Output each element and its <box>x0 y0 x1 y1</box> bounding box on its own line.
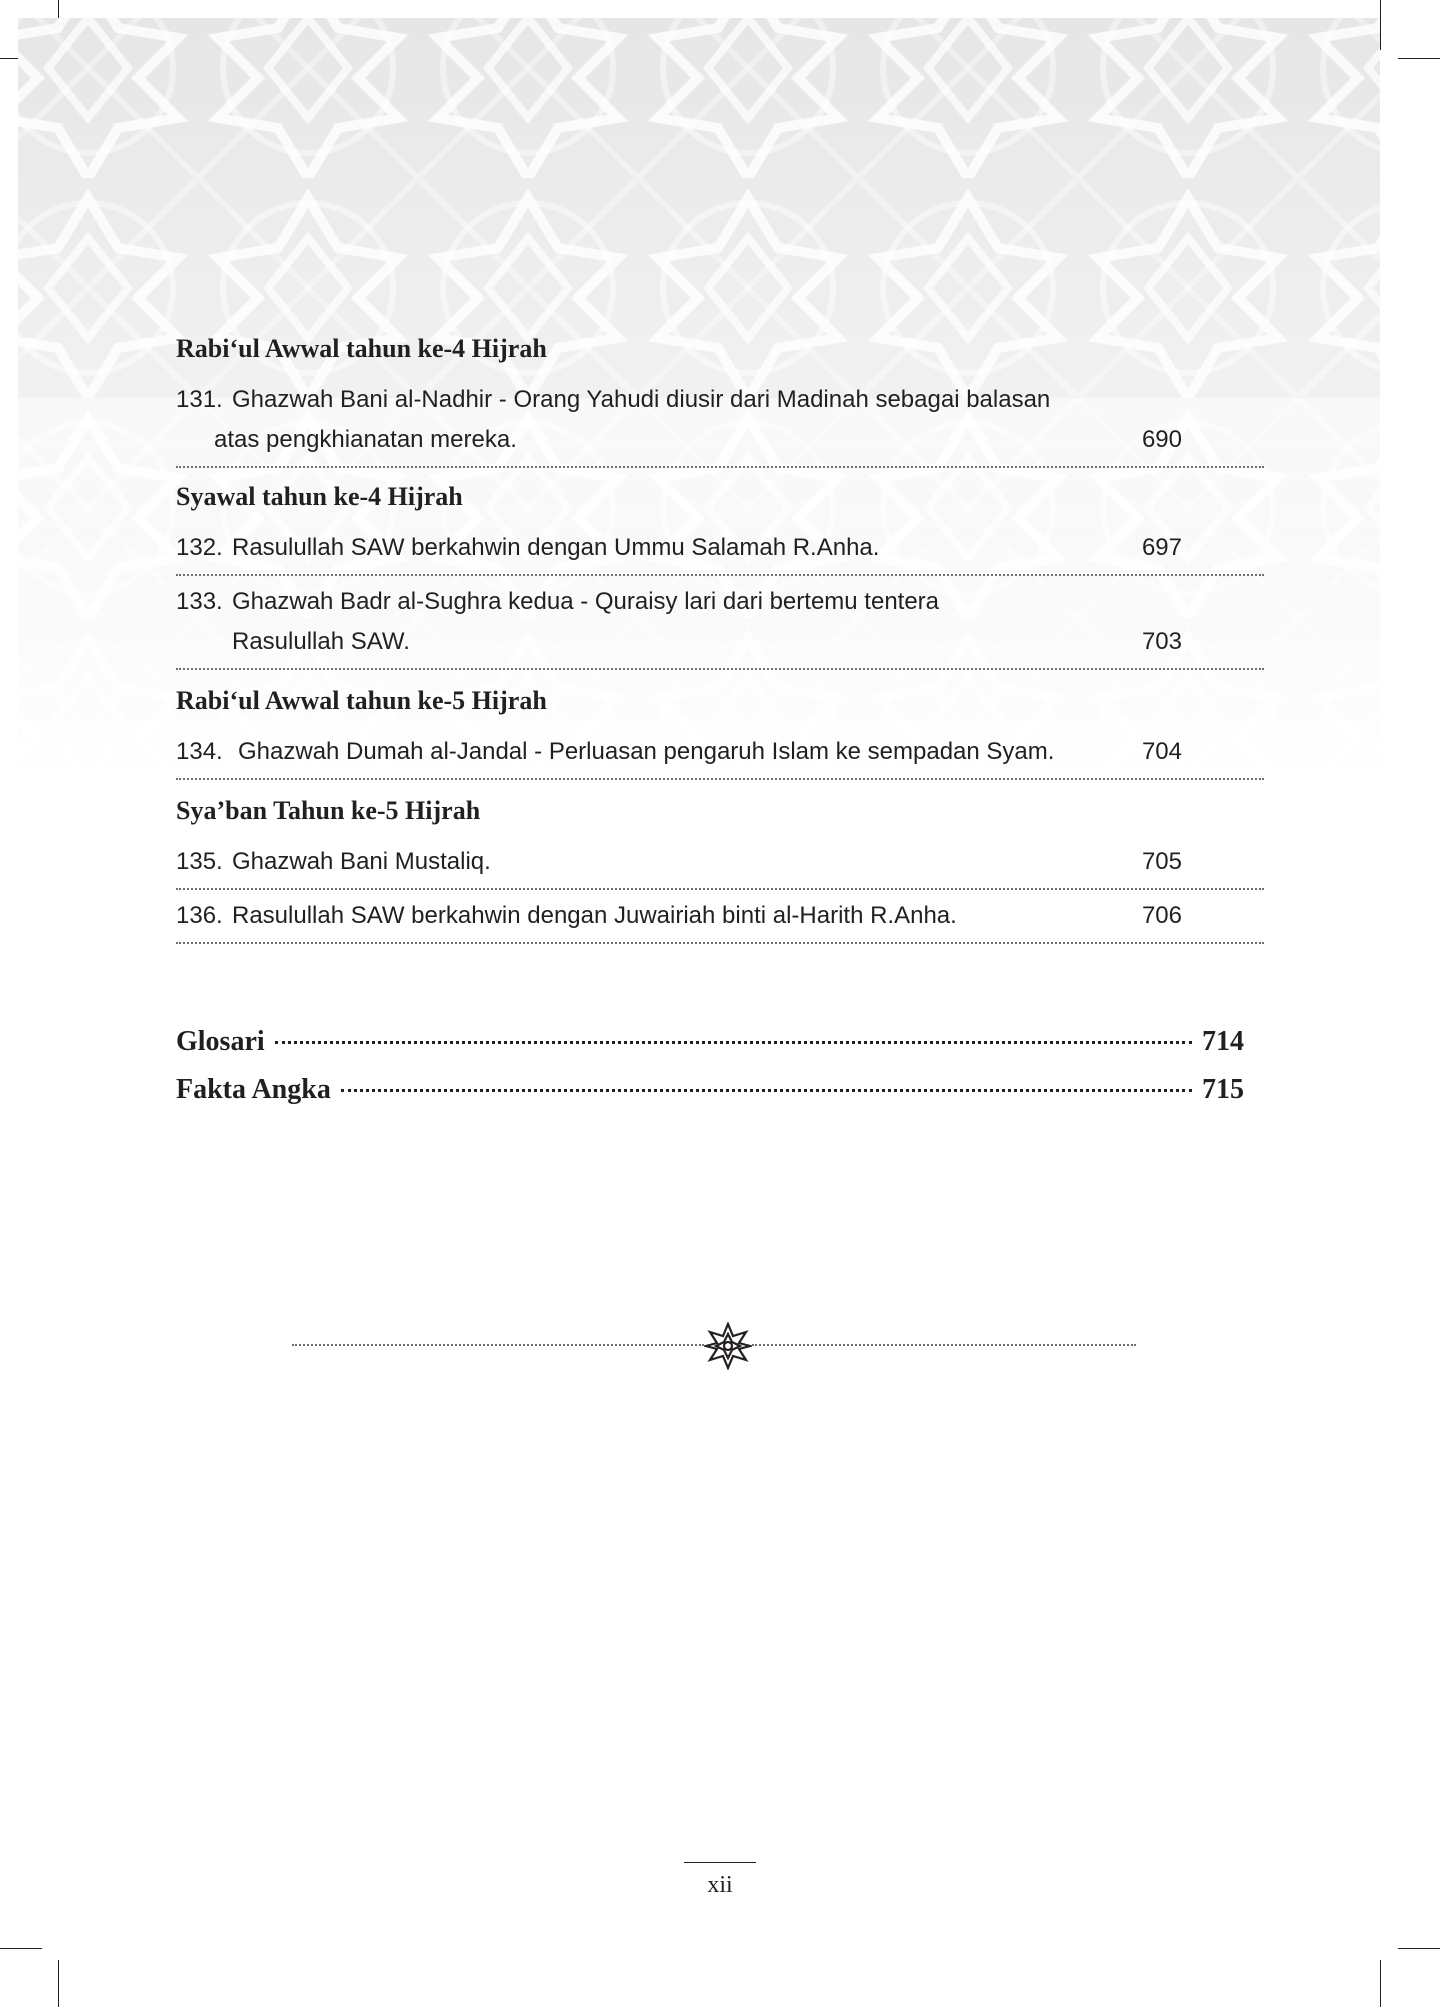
entry-title: Ghazwah Bani Mustaliq. <box>232 848 491 875</box>
dot-leader <box>341 1088 1192 1092</box>
table-of-contents <box>176 330 1264 956</box>
footer-rule <box>684 1862 756 1863</box>
entry-page: 704 <box>1141 738 1182 765</box>
entry-number: 136. <box>176 902 223 929</box>
extra-page: 714 <box>1202 1026 1244 1057</box>
crop-mark <box>1398 1948 1440 1949</box>
toc-section <box>176 478 1264 670</box>
entry-page: 705 <box>1141 848 1182 875</box>
toc-entry[interactable] <box>176 528 1264 576</box>
toc-section <box>176 792 1264 944</box>
entry-title-continued: atas pengkhianatan mereka. <box>214 426 517 453</box>
section-heading: Rabi‘ul Awwal tahun ke-5 Hijrah <box>176 686 547 715</box>
entry-page: 706 <box>1141 902 1182 929</box>
entry-title: Ghazwah Badr al-Sughra kedua - Quraisy lari dari bertemu tentera <box>232 588 940 615</box>
crop-mark <box>1380 1960 1381 2007</box>
entry-page: 697 <box>1141 534 1182 561</box>
crop-mark <box>1380 0 1381 50</box>
toc-extra-fakta-angka[interactable] <box>176 1074 1244 1106</box>
entry-title-continued: Rasulullah SAW. <box>232 628 410 655</box>
toc-section <box>176 330 1264 468</box>
extra-label: Glosari <box>176 1026 265 1057</box>
crop-mark <box>58 1960 59 2007</box>
page-number: xii <box>707 1872 733 1898</box>
entry-title: Ghazwah Dumah al-Jandal - Perluasan pengaruh Islam ke sempadan Syam. <box>238 738 1055 765</box>
entry-page: 703 <box>1141 628 1182 655</box>
entry-number: 133. <box>176 588 223 615</box>
star-ornament-icon <box>704 1322 752 1370</box>
entry-number: 135. <box>176 848 223 875</box>
toc-entry[interactable] <box>176 732 1264 780</box>
toc-entry[interactable] <box>176 380 1264 468</box>
section-heading: Rabi‘ul Awwal tahun ke-4 Hijrah <box>176 334 547 363</box>
entry-title: Rasulullah SAW berkahwin dengan Juwairiah binti al-Harith R.Anha. <box>232 902 957 929</box>
ornament-dotted-line <box>292 1344 704 1346</box>
entry-title: Rasulullah SAW berkahwin dengan Ummu Salamah R.Anha. <box>232 534 880 561</box>
crop-mark <box>0 1948 42 1949</box>
toc-entry[interactable] <box>176 582 1264 670</box>
entry-number: 134. <box>176 738 223 765</box>
entry-page: 690 <box>1141 426 1182 453</box>
section-heading: Sya’ban Tahun ke-5 Hijrah <box>176 796 481 825</box>
entry-title: Ghazwah Bani al-Nadhir - Orang Yahudi diusir dari Madinah sebagai balasan <box>232 386 1051 413</box>
section-heading: Syawal tahun ke-4 Hijrah <box>176 482 463 511</box>
toc-extra-glosari[interactable] <box>176 1026 1244 1058</box>
extra-label: Fakta Angka <box>176 1074 331 1105</box>
ornament-dotted-line <box>752 1344 1136 1346</box>
toc-entry[interactable] <box>176 842 1264 890</box>
entry-number: 132. <box>176 534 223 561</box>
dot-leader <box>275 1040 1192 1044</box>
entry-number: 131. <box>176 386 223 413</box>
extra-page: 715 <box>1202 1074 1244 1105</box>
toc-entry[interactable] <box>176 896 1264 944</box>
toc-section <box>176 682 1264 780</box>
crop-mark <box>1398 58 1440 59</box>
